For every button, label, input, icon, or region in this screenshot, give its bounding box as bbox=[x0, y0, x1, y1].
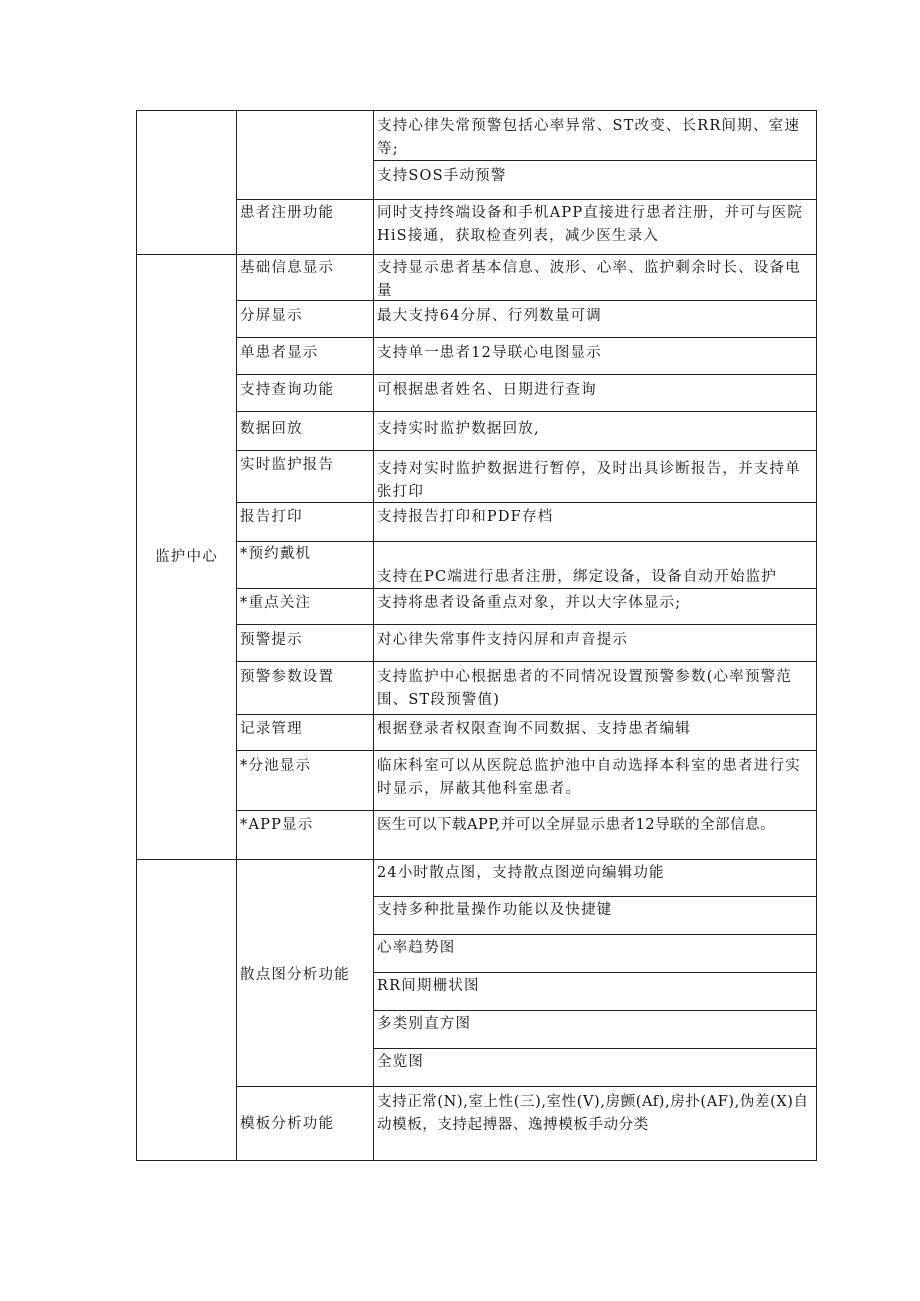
subrow-divider bbox=[373, 896, 817, 897]
feature-cell: 实时监护报告 bbox=[240, 457, 335, 473]
subrow-divider bbox=[373, 934, 817, 935]
detail-cell: 多类别直方图 bbox=[377, 1016, 472, 1032]
row-divider bbox=[236, 411, 817, 412]
feature-cell: *预约戴机 bbox=[240, 546, 312, 562]
row-divider bbox=[236, 714, 817, 715]
detail-cell: 全览图 bbox=[377, 1054, 425, 1070]
table-border-col1 bbox=[236, 110, 237, 1160]
row-divider bbox=[236, 450, 817, 451]
detail-cell: 根据登录者权限查询不同数据、支持患者编辑 bbox=[377, 721, 691, 737]
row-divider bbox=[236, 750, 817, 751]
detail-cell: 可根据患者姓名、日期进行查询 bbox=[377, 382, 597, 398]
feature-cell: 基础信息显示 bbox=[240, 260, 335, 276]
table-border-left bbox=[136, 110, 137, 1160]
detail-cell: 支持心律失常预警包括心率异常、ST改变、长RR间期、室速等; bbox=[377, 118, 801, 157]
row-divider bbox=[236, 810, 817, 811]
row-divider bbox=[236, 1086, 817, 1087]
feature-cell: 支持查询功能 bbox=[240, 382, 335, 398]
detail-cell: 支持报告打印和PDF存档 bbox=[377, 509, 554, 525]
subrow-divider bbox=[373, 972, 817, 973]
feature-cell: 数据回放 bbox=[240, 421, 303, 437]
detail-cell: 支持在PC端进行患者注册，绑定设备，设备自动开始监护 bbox=[377, 569, 778, 585]
section-divider-2 bbox=[136, 859, 817, 860]
row-divider bbox=[236, 374, 817, 375]
feature-cell: 报告打印 bbox=[240, 509, 303, 525]
detail-cell: 对心律失常事件支持闪屏和声音提示 bbox=[377, 632, 629, 648]
group-label: 监护中心 bbox=[155, 549, 218, 565]
detail-cell: 心率趋势图 bbox=[377, 940, 456, 956]
detail-cell: 支持显示患者基本信息、波形、心率、监护剩余时长、设备电量 bbox=[377, 260, 801, 299]
detail-cell: 同时支持终端设备和手机APP直接进行患者注册，并可与医院HiS接通，获取检查列表，减少医生录入 bbox=[377, 205, 804, 244]
feature-cell: 预警参数设置 bbox=[240, 669, 335, 685]
subrow-divider bbox=[373, 1010, 817, 1011]
section-divider-1 bbox=[136, 254, 817, 255]
subrow-divider bbox=[373, 1048, 817, 1049]
detail-cell: 临床科室可以从医院总监护池中自动选择本科室的患者进行实时显示，屏蔽其他科室患者。 bbox=[377, 758, 801, 797]
row-divider bbox=[236, 541, 817, 542]
feature-cell: *APP显示 bbox=[240, 817, 314, 833]
detail-cell: 支持实时监护数据回放, bbox=[377, 421, 540, 437]
feature-cell: 单患者显示 bbox=[240, 345, 319, 361]
table-border-right bbox=[816, 110, 817, 1160]
feature-cell: 患者注册功能 bbox=[240, 205, 335, 221]
table-border-top bbox=[136, 110, 817, 111]
table-border-col2 bbox=[373, 110, 374, 1160]
detail-cell: 支持对实时监护数据进行暂停，及时出具诊断报告，并支持单张打印 bbox=[377, 461, 801, 500]
detail-cell: 24小时散点图，支持散点图逆向编辑功能 bbox=[377, 865, 665, 881]
feature-cell: 模板分析功能 bbox=[240, 1116, 335, 1132]
detail-cell: 支持正常(N),室上性(三),室性(V),房颤(Af),房扑(AF),伪差(X)自动模板，支持起搏器、逸搏模板手动分类 bbox=[377, 1094, 809, 1133]
row-divider bbox=[236, 199, 817, 200]
feature-cell: *分池显示 bbox=[240, 758, 312, 774]
feature-cell: *重点关注 bbox=[240, 595, 312, 611]
feature-cell: 预警提示 bbox=[240, 632, 303, 648]
detail-cell: RR间期栅状图 bbox=[377, 978, 480, 994]
detail-cell: 最大支持64分屏、行列数量可调 bbox=[377, 308, 602, 324]
detail-cell: 医生可以下载APP,并可以全屏显示患者12导联的全部信息。 bbox=[377, 817, 776, 833]
detail-cell: 支持监护中心根据患者的不同情况设置预警参数(心率预警范围、ST段预警值) bbox=[377, 669, 793, 708]
detail-cell: 支持SOS手动预警 bbox=[377, 168, 507, 184]
row-divider bbox=[236, 337, 817, 338]
feature-cell: 散点图分析功能 bbox=[240, 967, 350, 983]
table-border-bottom bbox=[136, 1160, 817, 1161]
detail-cell: 支持单一患者12导联心电图显示 bbox=[377, 345, 602, 361]
feature-cell: 分屏显示 bbox=[240, 308, 303, 324]
row-divider bbox=[236, 661, 817, 662]
detail-cell: 支持将患者设备重点对象，并以大字体显示; bbox=[377, 595, 682, 611]
detail-cell: 支持多种批量操作功能以及快捷键 bbox=[377, 902, 613, 918]
feature-cell: 记录管理 bbox=[240, 721, 303, 737]
row-divider bbox=[236, 624, 817, 625]
